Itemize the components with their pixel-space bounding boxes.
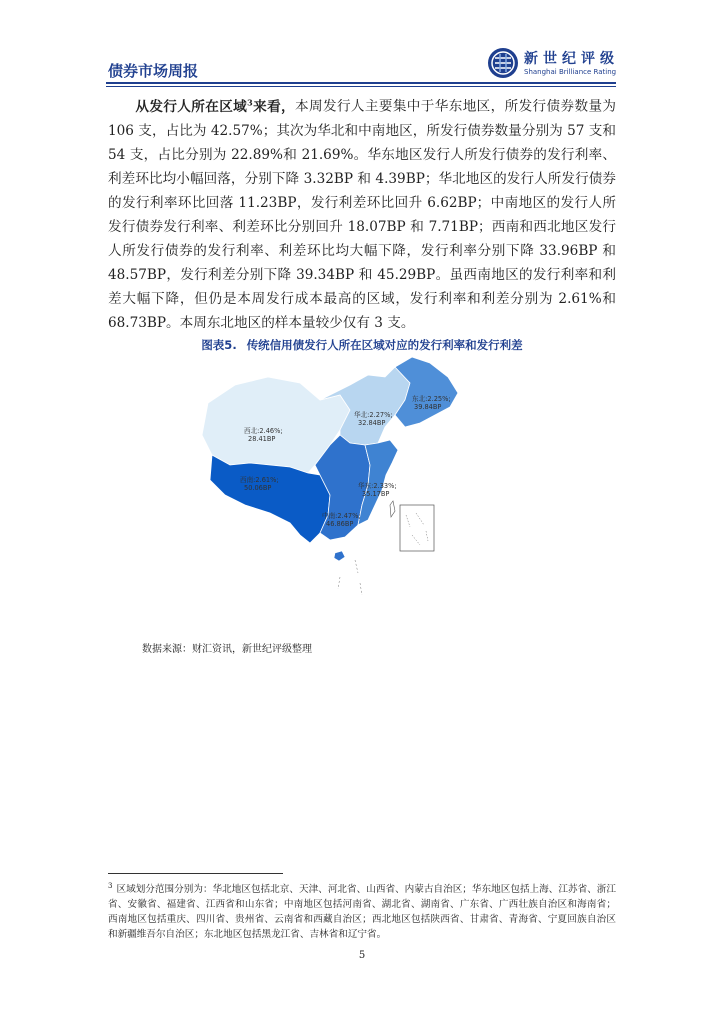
hainan-island: [334, 551, 345, 561]
paragraph-lead: [135, 99, 295, 115]
svg-text:西北:2.46%;: 西北:2.46%;: [244, 427, 283, 435]
page-number: 5: [358, 950, 366, 961]
footnote-divider: [108, 873, 283, 874]
figure-caption: [0, 337, 724, 353]
footnote: [108, 879, 616, 942]
svg-text:华东:2.33%;: 华东:2.33%;: [358, 482, 397, 490]
svg-text:46.86BP: 46.86BP: [326, 520, 354, 528]
figure-title: 传统信用债发行人所在区域对应的发行利率和发行利差: [246, 338, 523, 352]
map-label-east: [358, 481, 397, 498]
footnote-mark: 3: [108, 882, 113, 890]
body-paragraph: [108, 90, 616, 335]
svg-text:32.84BP: 32.84BP: [358, 419, 386, 427]
south-sea-inset: [400, 505, 434, 551]
svg-text:28.41BP: 28.41BP: [248, 435, 276, 443]
svg-text:西南:2.61%;: 西南:2.61%;: [240, 476, 279, 484]
brand-emblem-icon: [486, 46, 520, 80]
lead-tail: 来看，: [252, 98, 296, 115]
china-region-map: [190, 355, 490, 605]
svg-text:东北:2.25%;: 东北:2.25%;: [412, 395, 451, 403]
report-title: 债券市场周报: [108, 62, 199, 80]
header-divider: [106, 82, 616, 84]
taiwan-island: [390, 501, 395, 517]
svg-text:39.84BP: 39.84BP: [414, 403, 442, 411]
header-divider-thin: [106, 86, 616, 87]
sea-boundary: [338, 560, 362, 595]
lead-text: 从发行人所在区域: [135, 98, 248, 115]
brand-name-en: Shanghai Brilliance Rating: [524, 68, 617, 76]
footnote-text: 区域划分范围分别为：华北地区包括北京、天津、河北省、山西省、内蒙古自治区；华东地区包括上海、江苏省、浙江省、安徽省、福建省、江西省和山东省；中南地区包括河南省、湖北省、湖南省、广东省、广西壮族自治区和海南省；西南地区包括重庆、四川省、贵州省、云南省和西藏自治区；西北地区包括陕西省、甘肃省、青海省、宁夏回族自治区和新疆维吾尔自治区；东北地区包括黑龙江省、吉林省和辽宁省。: [108, 884, 616, 941]
paragraph-text: 本周发行人主要集中于华东地区，所发行债券数量为 106 支，占比为 42.57%；其次为华北和中南地区，所发行债券数量分别为 57 支和 54 支，占比分别为 22.89%和 21.69%。华东地区发行人所发行债券的发行利率、利差环比均小幅回落，分别下降 3.32BP 和 4.39BP；华北地区的发行人所发行债券的发行利率环比回落 11.23BP，发行利差环比回升 6.62BP；中南地区的发行人所发行债券发行利率、利差环比分别回升 18.07BP 和 7.71BP；西南和西北地区发行人所发行债券的发行利率、利差环比均大幅下降，发行利率分别下降 33.96BP 和 48.57BP，发行利差分别下降 39.34BP 和 45.29BP。虽西南地区的发行利率和利差大幅下降，但仍是本周发行成本最高的区域，发行利率和利差分别为 2.61%和 68.73BP。本周东北地区的样本量较少仅有 3 支。: [108, 98, 617, 331]
footnote-ref: 3: [247, 97, 253, 107]
svg-text:35.17BP: 35.17BP: [362, 490, 390, 498]
svg-text:中南:2.47%;: 中南:2.47%;: [322, 512, 361, 520]
figure-source: 数据来源：财汇资讯，新世纪评级整理: [142, 644, 312, 655]
figure-number: 图表5.: [201, 338, 237, 352]
brand-logo: [486, 46, 626, 82]
svg-text:华北:2.27%;: 华北:2.27%;: [354, 411, 393, 419]
svg-text:50.06BP: 50.06BP: [244, 484, 272, 492]
brand-name-cn: 新世纪评级: [524, 51, 619, 67]
